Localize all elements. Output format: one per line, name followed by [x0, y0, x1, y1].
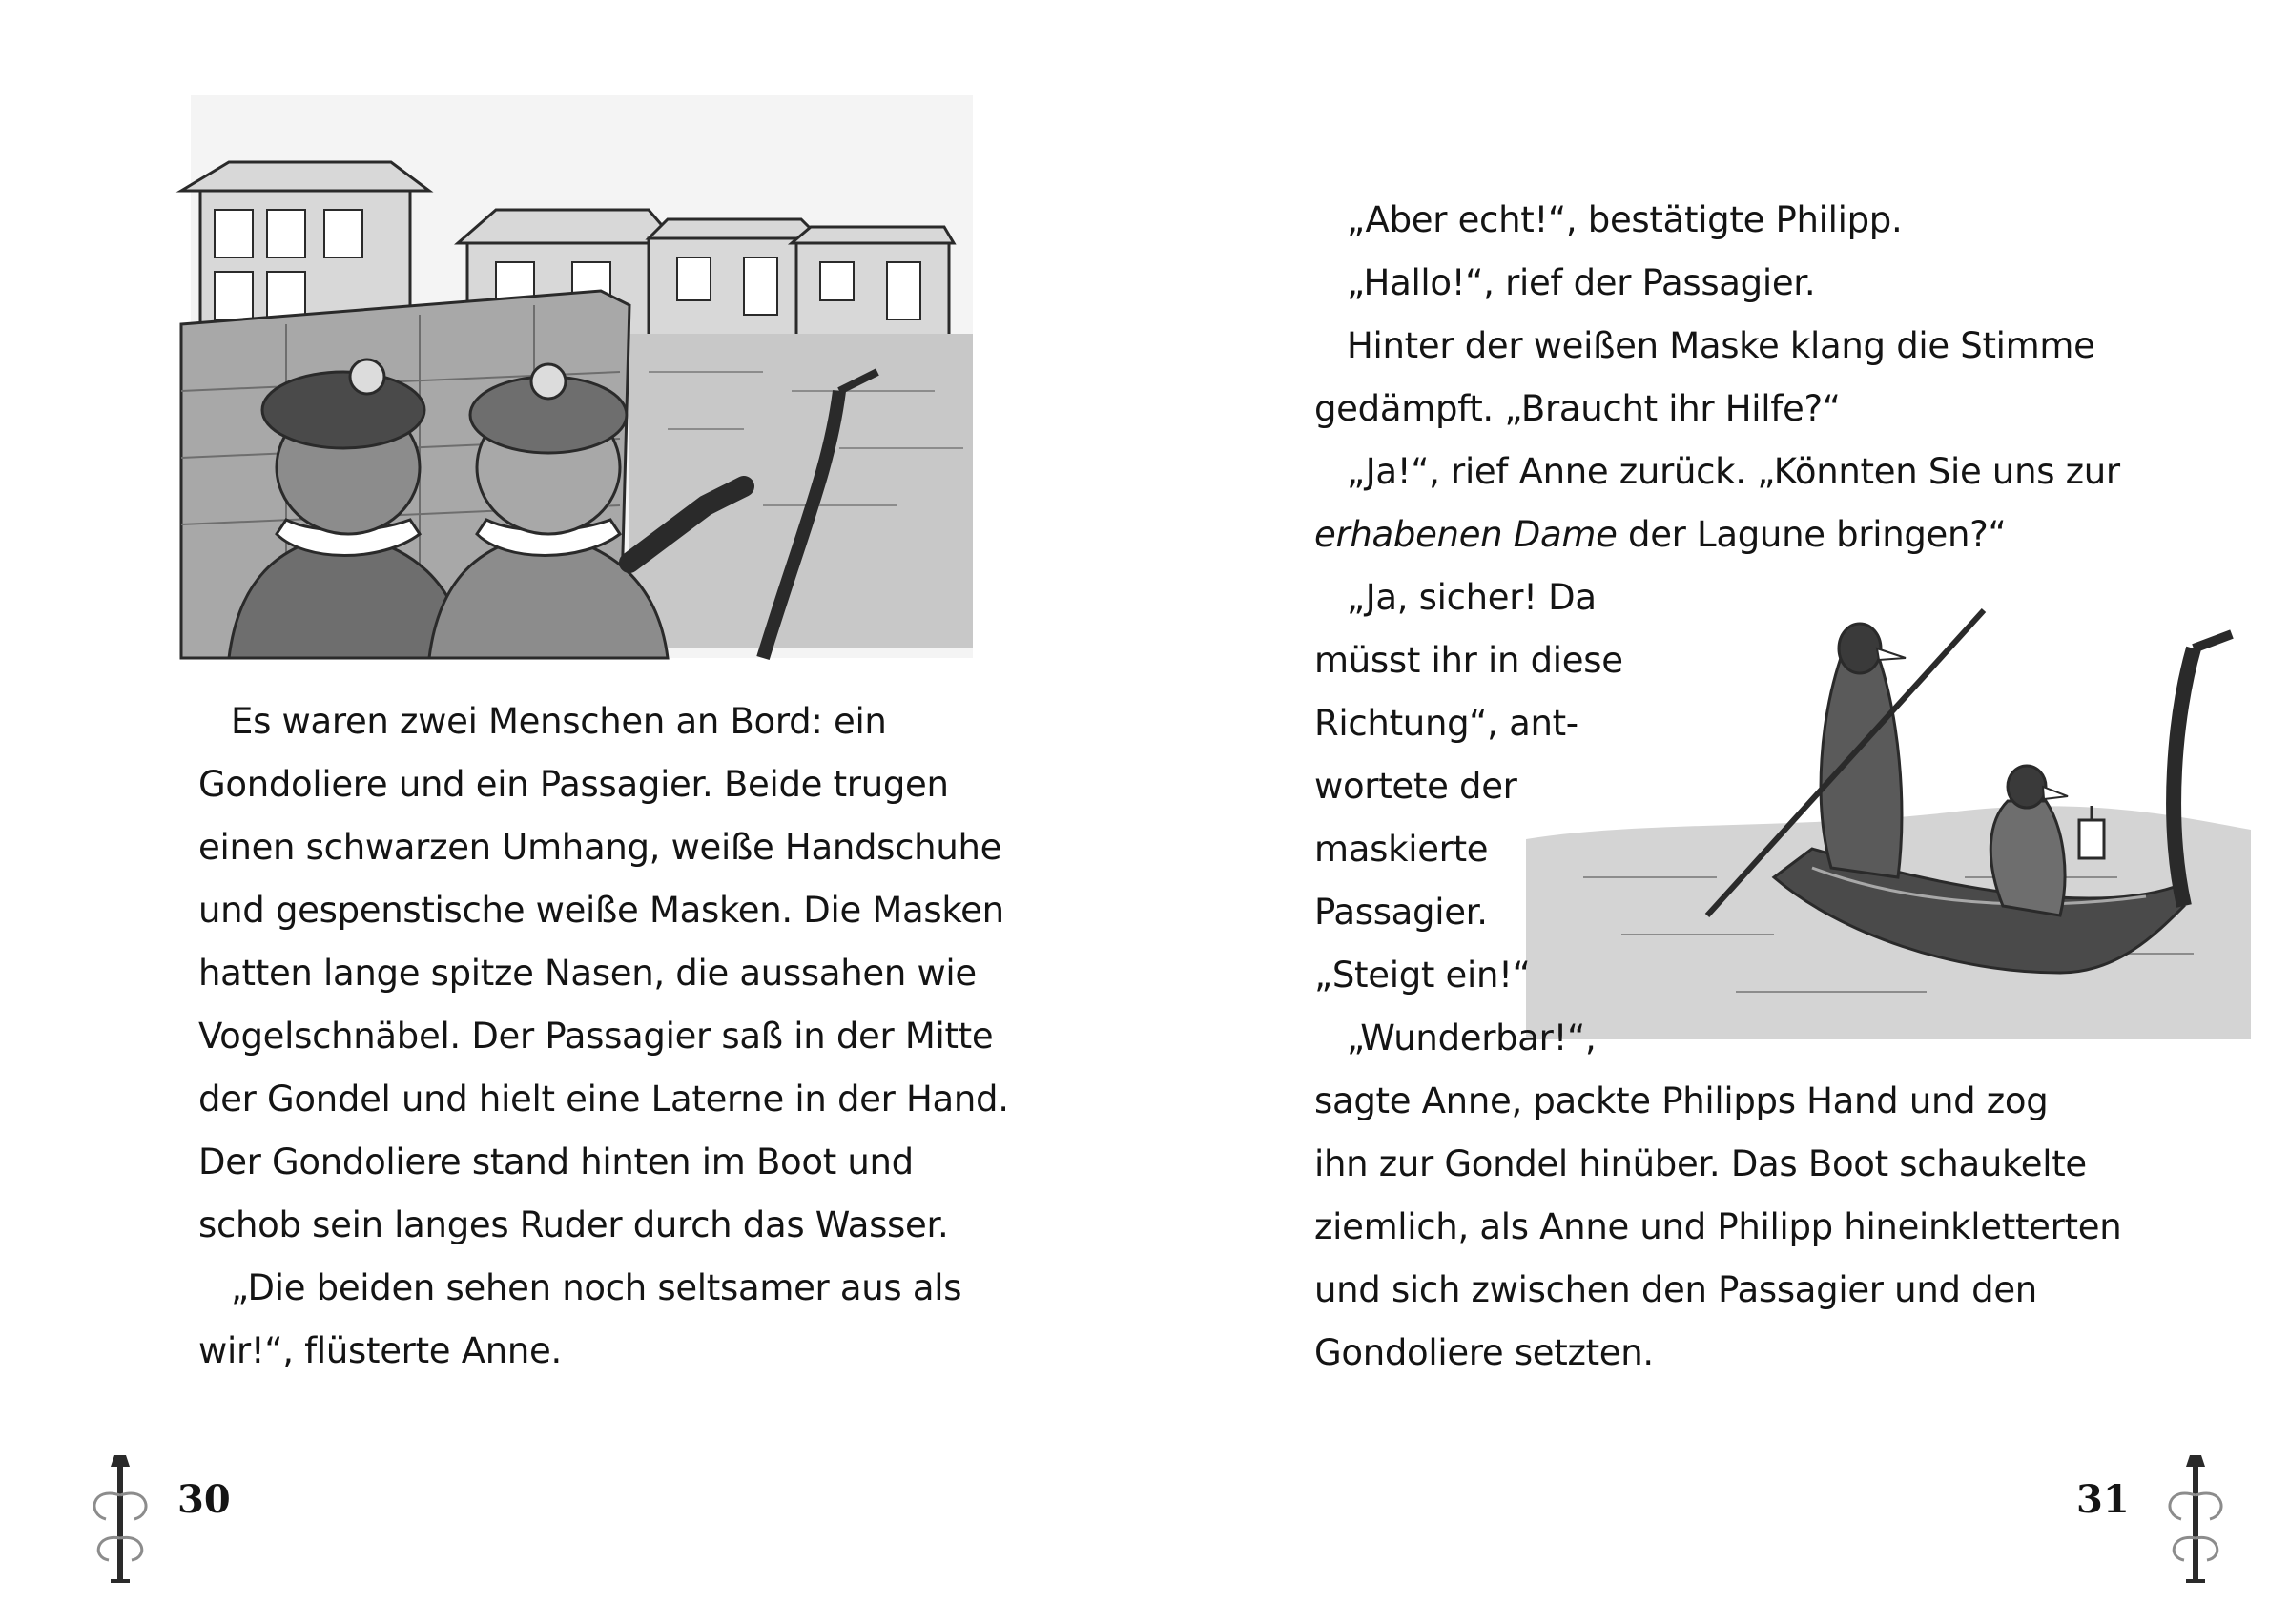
text-line: sagte Anne, packte Philipps Hand und zog [1314, 1080, 2049, 1121]
children-at-canal-illustration [172, 86, 992, 668]
text-line: Passagier. [1314, 892, 1488, 933]
text-line: „Steigt ein!“ [1314, 955, 1531, 996]
right-page-text [1314, 189, 2154, 1385]
left-page-text [198, 690, 1057, 1383]
text-line: müsst ihr in diese [1314, 640, 1623, 681]
text-line: Hinter der weißen Maske klang die Stimme [1347, 325, 2095, 366]
text-line: „Hallo!“, rief der Passagier. [1347, 262, 1816, 303]
text-line: Gondoliere setzten. [1314, 1332, 1654, 1373]
page-number: 31 [2076, 1477, 2130, 1522]
text-line: der Gondel und hielt eine Laterne in der Hand. [198, 1079, 1009, 1120]
text-line: Richtung“, ant- [1314, 703, 1578, 744]
text-line: wir!“, flüsterte Anne. [198, 1330, 562, 1371]
text-line: gedämpft. „Braucht ihr Hilfe?“ [1314, 388, 1841, 429]
text-line: ihn zur Gondel hinüber. Das Boot schaukelte [1314, 1143, 2087, 1184]
italic-phrase: erhabenen Dame [1314, 514, 1618, 555]
text-line: Der Gondoliere stand hinten im Boot und [198, 1141, 914, 1182]
right-page [1144, 0, 2289, 1624]
text-line: Es waren zwei Menschen an Bord: ein [231, 701, 887, 742]
text-line: ziemlich, als Anne und Philipp hineinkletterten [1314, 1206, 2122, 1247]
text-line: wortete der [1314, 766, 1517, 807]
text-line-rest: der Lagune bringen?“ [1628, 514, 2007, 555]
page-number: 30 [177, 1477, 231, 1522]
text-line: „Aber echt!“, bestätigte Philipp. [1347, 199, 1903, 240]
text-line: Vogelschnäbel. Der Passagier saß in der Mitte [198, 1016, 994, 1057]
text-line: hatten lange spitze Nasen, die aussahen wie [198, 953, 977, 994]
text-line: schob sein langes Ruder durch das Wasser. [198, 1204, 949, 1245]
text-line: und gespenstische weiße Masken. Die Masken [198, 890, 1004, 931]
text-line [1314, 504, 2154, 566]
text-line: maskierte [1314, 829, 1489, 870]
text-line: und sich zwischen den Passagier und den [1314, 1269, 2037, 1310]
ornament-lantern-icon [2157, 1448, 2234, 1591]
text-line: „Ja!“, rief Anne zurück. „Könnten Sie uns zur [1347, 451, 2120, 492]
left-page [0, 0, 1144, 1624]
text-line: „Ja, sicher! Da [1347, 577, 1597, 618]
text-line: „Wunderbar!“, [1347, 1018, 1597, 1059]
text-line: „Die beiden sehen noch seltsamer aus als [231, 1267, 962, 1308]
text-line: einen schwarzen Umhang, weiße Handschuhe [198, 827, 1002, 868]
text-line: Gondoliere und ein Passagier. Beide trugen [198, 764, 949, 805]
ornament-lantern-icon [82, 1448, 158, 1591]
